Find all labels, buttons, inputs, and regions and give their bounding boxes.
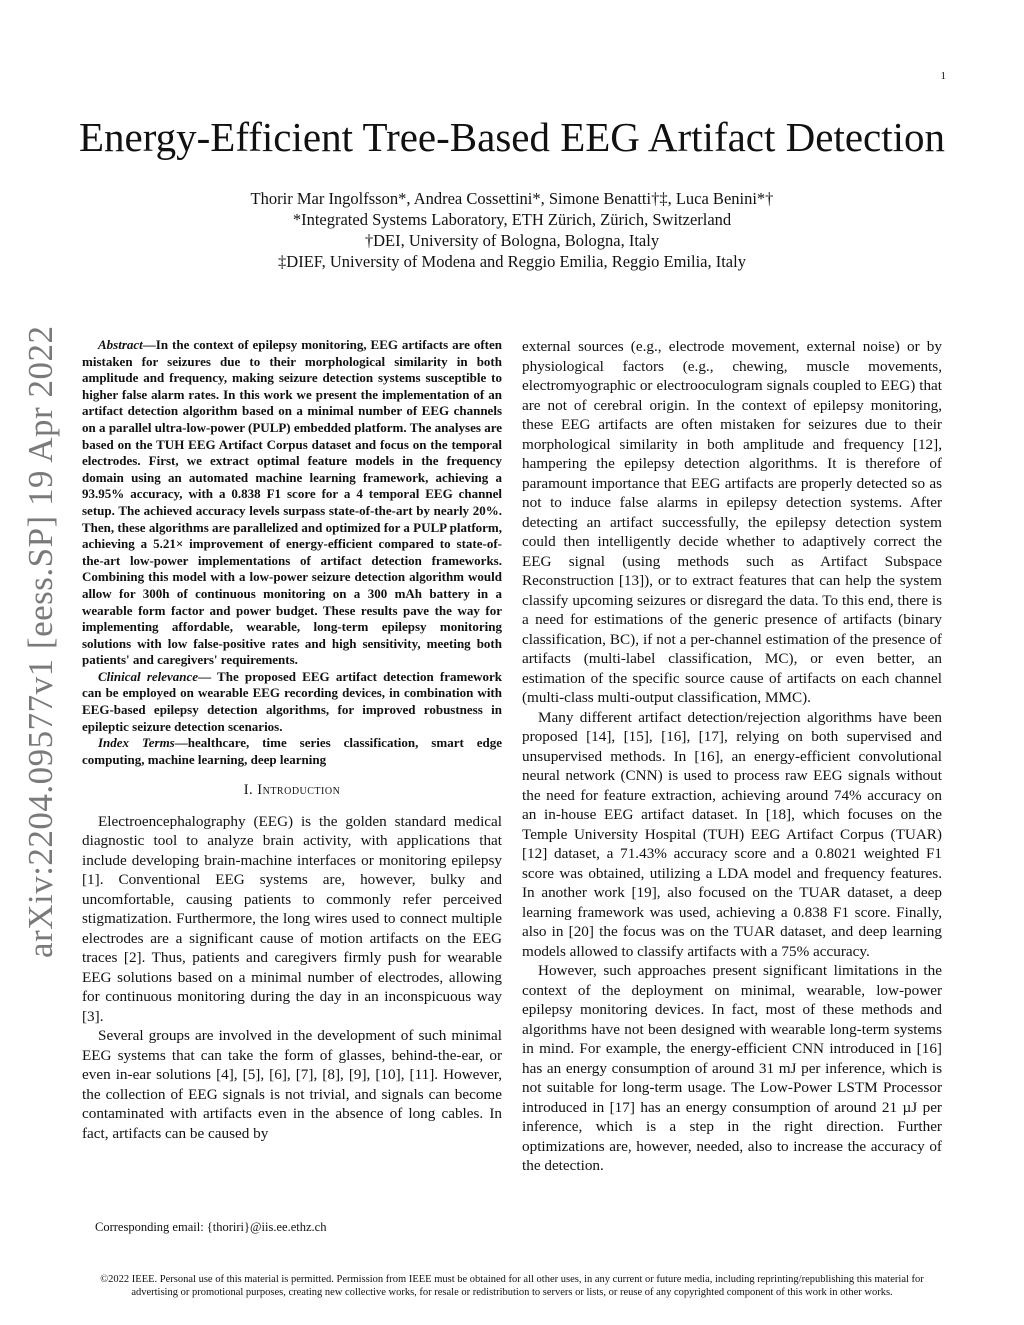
affiliation-eth: *Integrated Systems Laboratory, ETH Zürich, Zürich, Switzerland (292, 210, 732, 229)
abstract-paragraph (82, 337, 502, 669)
left-column (82, 337, 502, 1143)
clinical-label: Clinical relevance (98, 668, 199, 684)
clinical-text: — The proposed EEG artifact detection framework can be employed on wearable EEG recording devices, in combination with EEG-based epilepsy detection algorithms, for improved robustness in epileptic seizure detection scenarios. (82, 668, 502, 734)
right-column (522, 337, 942, 1176)
corresponding-email-footnote: Corresponding email: {thoriri}@iis.ee.ethz.ch (95, 1220, 327, 1234)
section-heading-introduction: I. Introduction (243, 782, 341, 799)
intro-paragraph-1: Electroencephalography (EEG) is the golden standard medical diagnostic tool to analyze brain activity, with applications that include developing brain-machine interfaces or monitoring epilepsy [1]. Conventional EEG systems are, however, bulky and uncomfortable, causing patients to commonly refer perceived stigmatization. Furthermore, the long wires used to connect multiple electrodes are a significant cause of motion artifacts on the EEG traces [2]. Thus, patients and caregivers firmly push for wearable EEG solutions based on a minimal number of electrodes, allowing for continuous monitoring during the day in an inconspicuous way [3]. (82, 812, 502, 1025)
abstract-label: Abstract (98, 337, 143, 352)
index-terms-label: Index Terms (98, 735, 175, 751)
abstract-text: —In the context of epilepsy monitoring, EEG artifacts are often mistaken for seizures due to their morphological similarity in both amplitude and frequency, making seizure detection systems susceptible to higher false alarm rates. In this work we present the implementation of an artifact detection algorithm based on a minimal number of EEG channels on a parallel ultra-low-power (PULP) embedded platform. The analyses are based on the TUH EEG Artifact Corpus dataset and focus on the temporal electrodes. First, we extract optimal feature models in the frequency domain using an automated machine learning framework, achieving a 93.95% accuracy, with a 0.838 F1 score for a 4 temporal EEG channel setup. The achieved accuracy levels surpass state-of-the-art by nearly 20%. Then, these algorithms are parallelized and optimized for a PULP platform, achieving a 5.21× improvement of energy-efficient compared to state-of-the-art low-power implementations of artifact detection frameworks. Combining this model with a low-power seizure detection algorithm would allow for 300h of continuous monitoring on a 300 mAh battery in a wearable form factor and power budget. These results pave the way for implementing affordable, wearable, long-term epilepsy monitoring solutions with low false-positive rates and high sensitivity, meeting both patients' and caregivers' requirements. (82, 337, 502, 668)
intro-paragraph-4: Many different artifact detection/rejection algorithms have been proposed [14], [15], [16], [17], relying on both supervised and unsupervised methods. In [16], an energy-efficient convolutional neural network (CNN) is used to process raw EEG signals without the need for feature extraction, achieving around 74% accuracy on an in-house EEG artifact dataset. In [18], which focuses on the Temple University Hospital (TUH) EEG Artifact Corpus (TUAR) [12] dataset, a 71.43% accuracy score and a 0.8021 weighted F1 score was obtained, utilizing a LDA model and frequency features. In another work [19], also focused on the TUAR dataset, a deep learning framework was used, achieving a 0.838 F1 score. Finally, also in [20] the focus was on the TUAR dataset, and deep learning models allowed to classify artifacts with a 75% accuracy. (522, 708, 942, 960)
abstract (82, 337, 502, 768)
index-terms-text: —healthcare, time series classification, smart edge computing, machine learning, deep learning (82, 735, 503, 767)
paper-title: Energy-Efficient Tree-Based EEG Artifact Detection (78, 114, 946, 160)
affiliation-modena: ‡DIEF, University of Modena and Reggio Emilia, Reggio Emilia, Italy (278, 252, 746, 271)
intro-paragraph-3: external sources (e.g., electrode movement, external noise) or by physiological factors (e.g., chewing, muscle movements, electromyographic or electrooculogram signals coupled to EEG) that are not of cerebral origin. In the context of epilepsy monitoring, these EEG artifacts are often mistaken for seizures due to their morphological similarity in both amplitude and frequency [12], hampering the epilepsy detection algorithms. It is therefore of paramount importance that EEG artifacts are properly detected so as not to induce false alarms in epilepsy detection systems. After detecting an artifact successfully, the epilepsy detection system could then intelligently decide whether to adaptively correct the EEG signal (using methods such as Artifact Subspace Reconstruction [13]), or to extract features that can help the system classify upcoming seizures or disregard the data. To this end, there is a need for estimations of the generic presence of artifacts (binary classification, BC), if not a per-channel estimation of the presence of artifacts (multi-label classification, MC), or even better, an estimation of the specific source cause of artifacts on each channel (multi-class multi-output classification, MMC). (522, 338, 942, 706)
affiliation-bologna: †DEI, University of Bologna, Bologna, Italy (364, 231, 660, 250)
author-block (60, 188, 964, 272)
index-terms (82, 735, 502, 768)
author-list: Thorir Mar Ingolfsson*, Andrea Cossettini*, Simone Benatti†‡, Luca Benini*† (250, 189, 774, 208)
intro-paragraph-5: However, such approaches present significant limitations in the context of the deployment on minimal, wearable, low-power epilepsy monitoring devices. In fact, most of these methods and algorithms have not been designed with wearable long-term systems in mind. For example, the energy-efficient CNN introduced in [16] has an energy consumption of around 31 mJ per inference, which is not suitable for long-term usage. The Low-Power LSTM Processor introduced in [17] has an energy consumption of around 21 µJ per inference, which is a step in the right direction. Further optimizations are, however, needed, also to increase the accuracy of the detection. (522, 962, 942, 1174)
copyright-notice: ©2022 IEEE. Personal use of this material is permitted. Permission from IEEE must be obtained for all other uses, in any current or future media, including reprinting/republishing this material for advertising or promotional purposes, creating new collective works, for resale or redistribution to servers or lists, or reuse of any copyrighted component of this work in other works. (100, 1274, 924, 1298)
arxiv-stamp: arXiv:2204.09577v1 [eess.SP] 19 Apr 2022 (21, 325, 60, 958)
clinical-relevance (82, 669, 502, 735)
intro-paragraph-2: Several groups are involved in the development of such minimal EEG systems that can take the form of glasses, behind-the-ear, or even in-ear solutions [4], [5], [6], [7], [8], [9], [10], [11]. However, the collection of EEG signals is not trivial, and signals can become contaminated with artifacts even in the absence of long cables. In fact, artifacts can be caused by (82, 1027, 502, 1142)
page-number: 1 (940, 70, 946, 82)
